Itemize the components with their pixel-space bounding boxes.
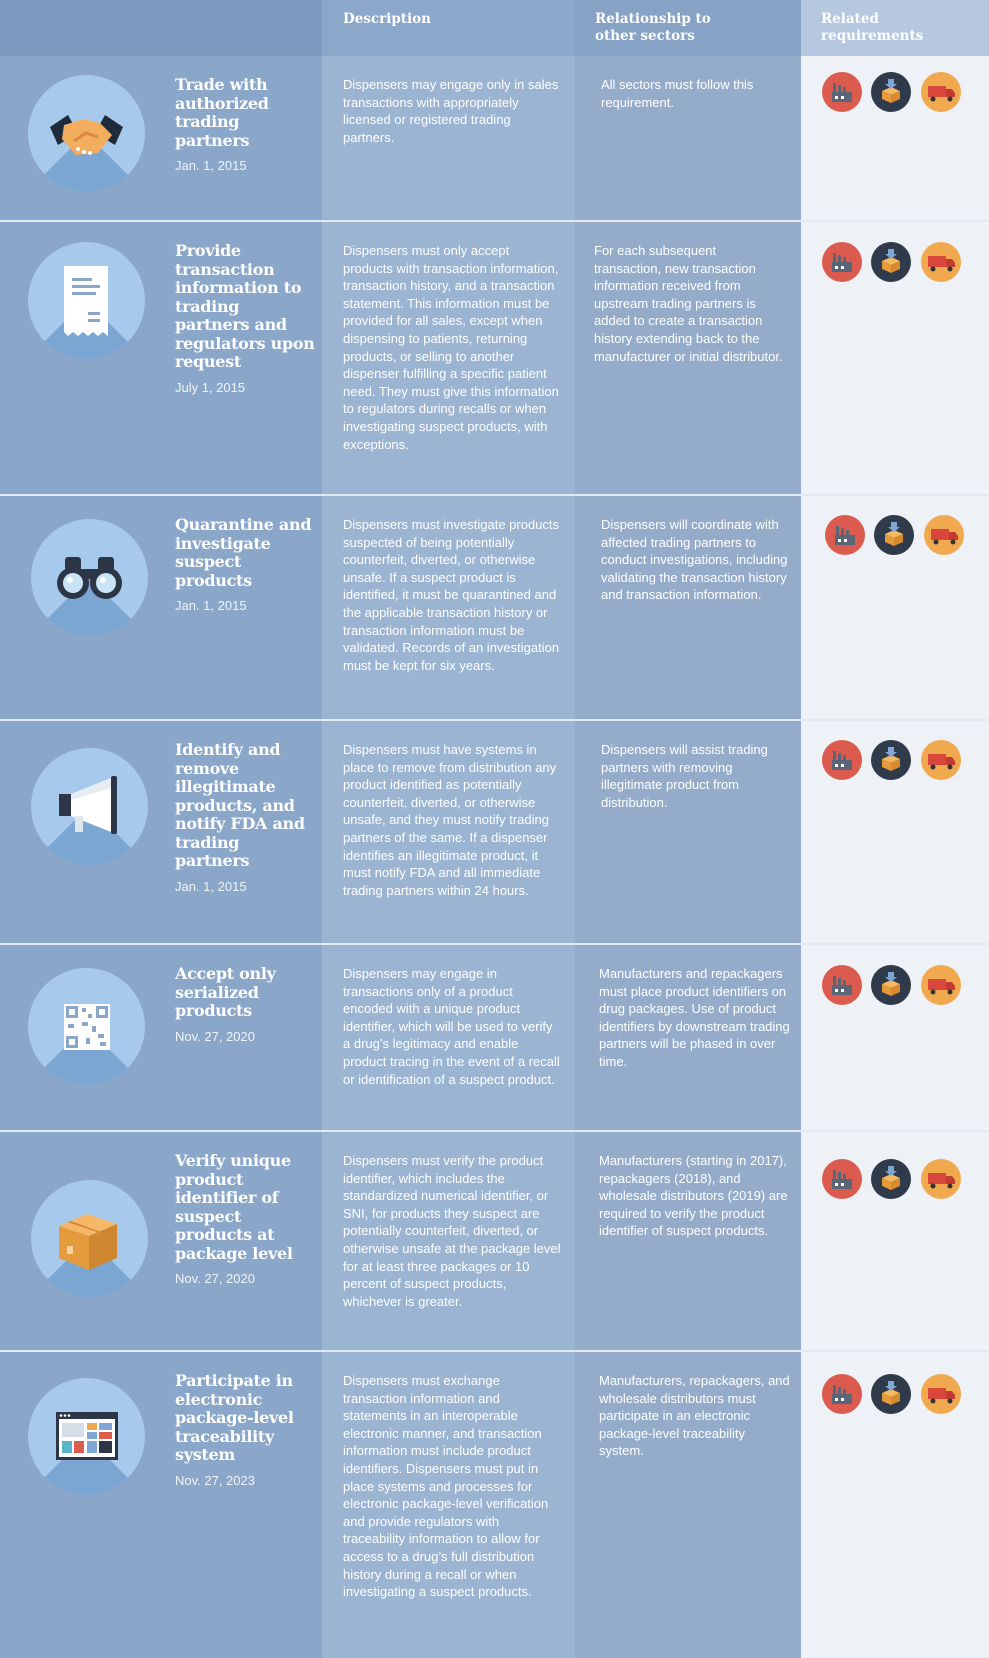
truck-icon	[921, 1374, 961, 1414]
title-text: Accept only serialized products	[175, 964, 276, 1020]
table-row	[0, 222, 989, 494]
description-text: Dispensers must exchange transaction information and statements in an interoperable electronic manner, and transaction information must include product identifiers. Dispensers must put in place systems and processes for electronic package-level verification and provide regulators with traceability information to allow for access to a drug’s full distribution history during a recall or when investigating a suspect products.	[343, 1373, 549, 1600]
related-requirements	[822, 965, 972, 1009]
box-arrow-icon	[871, 1159, 911, 1199]
truck-icon	[921, 1159, 961, 1199]
relationship-text: All sectors must follow this requirement.	[601, 77, 754, 110]
binoculars-icon	[31, 519, 148, 636]
truck-icon	[924, 515, 964, 555]
related-requirements	[825, 515, 975, 559]
description-text: Dispensers must have systems in place to remove from distribution any product identified as potentially counterfeit, diverted, or otherwise unsafe, and they must notify trading partners of the same. If a dispenser identifies an illegitimate product, it must notify FDA and all immediate trading partners within 24 hours.	[343, 742, 557, 898]
relationship-text: Manufacturers (starting in 2017), repackagers (2018), and wholesale distributors (2019) are required to verify the product identifier of suspect products.	[599, 1153, 788, 1239]
related-requirements	[822, 72, 972, 116]
title-text: Quarantine and investigate suspect products	[175, 515, 312, 590]
box-arrow-icon	[871, 740, 911, 780]
factory-icon	[822, 242, 862, 282]
box-arrow-icon	[874, 515, 914, 555]
table-row	[0, 1352, 989, 1658]
header-related-line2: requirements	[821, 28, 924, 44]
header-relationship-line2: other sectors	[595, 28, 695, 44]
handshake-icon	[28, 75, 145, 192]
factory-icon	[822, 1159, 862, 1199]
factory-icon	[822, 965, 862, 1005]
requirement-title	[175, 1152, 315, 1287]
truck-icon	[921, 740, 961, 780]
table-row	[0, 496, 989, 719]
browser-window-icon	[28, 1378, 145, 1495]
description-text: Dispensers may engage only in sales transactions with appropriately licensed or registered trading partners.	[343, 77, 559, 145]
relationship-text: For each subsequent transaction, new transaction information received from upstream trading partners is added to create a transaction history extending back to the manufacturer or initial distributor.	[594, 243, 783, 364]
truck-icon	[921, 965, 961, 1005]
factory-icon	[822, 1374, 862, 1414]
related-requirements	[822, 1374, 972, 1418]
header-relationship-line1: Relationship to	[595, 11, 711, 27]
description-text: Dispensers may engage in transactions only of a product encoded with a unique product identifier, which will be used to verify a drug’s legitimacy and enable product tracing in the event of a recall or identification of a suspect product.	[343, 966, 560, 1087]
header-relationship-cell	[575, 0, 801, 56]
header-relationship	[595, 11, 711, 45]
header-related	[821, 11, 923, 45]
relationship-text: Manufacturers, repackagers, and wholesale distributors must participate in an electronic package-level traceability system.	[599, 1373, 790, 1459]
header-related-line1: Related	[821, 11, 879, 27]
effective-date: Jan. 1, 2015	[175, 598, 247, 613]
header-description: Description	[343, 11, 431, 27]
factory-icon	[822, 72, 862, 112]
table-row	[0, 721, 989, 943]
table-row	[0, 945, 989, 1130]
description-text: Dispensers must only accept products with transaction information, transaction history, and a transaction statement. This information must be provided for all sales, except when dispensing to patients, returning products, or selling to another dispenser fulfilling a specific patient need. They must give this information to regulators during recalls or when investigating suspect products, with exceptions.	[343, 243, 559, 452]
factory-icon	[825, 515, 865, 555]
related-requirements	[822, 740, 972, 784]
receipt-icon	[28, 242, 145, 359]
truck-icon	[921, 72, 961, 112]
box-arrow-icon	[871, 965, 911, 1005]
related-requirements	[822, 1159, 972, 1203]
effective-date: Nov. 27, 2020	[175, 1028, 255, 1044]
box-arrow-icon	[871, 1374, 911, 1414]
related-requirements	[822, 242, 972, 286]
requirement-title	[175, 1372, 315, 1489]
description-text: Dispensers must investigate products suspected of being potentially counterfeit, diverted, or otherwise unsafe. If a suspect product is identified, it must be quarantined and the applicable transaction history or transaction information must be validated. Records of an investigation must be kept for six years.	[343, 517, 560, 673]
requirement-title	[175, 965, 315, 1045]
truck-icon	[921, 242, 961, 282]
relationship-text: Dispensers will assist trading partners with removing illegitimate product from distribution.	[601, 742, 768, 810]
effective-date: Jan. 1, 2015	[175, 878, 247, 894]
title-text: Participate in electronic package-level traceability system	[175, 1371, 294, 1464]
header-related-cell	[801, 0, 989, 56]
header-description-cell	[322, 0, 575, 56]
header-blank-cell	[0, 0, 322, 56]
title-text: Provide transaction information to trading partners and regulators upon request	[175, 241, 315, 371]
factory-icon	[822, 740, 862, 780]
box-arrow-icon	[871, 72, 911, 112]
effective-date: Nov. 27, 2020	[175, 1271, 255, 1286]
requirement-title	[175, 741, 315, 895]
effective-date: July 1, 2015	[175, 379, 246, 395]
relationship-text: Dispensers will coordinate with affected trading partners to conduct investigations, including validating the transaction history and transaction information.	[601, 517, 788, 603]
package-icon	[31, 1180, 148, 1297]
table-header	[0, 0, 989, 56]
table-row	[0, 56, 989, 220]
requirement-title	[175, 516, 315, 614]
title-text: Trade with authorized trading partners	[175, 75, 269, 150]
title-text: Identify and remove illegitimate products, and notify FDA and trading partners	[175, 740, 305, 870]
requirement-title	[175, 76, 315, 174]
description-text: Dispensers must verify the product identifier, which includes the standardized numerical identifier, or SNI, for products they suspect are potentially counterfeit, diverted, or otherwise unsafe at the package level for at least three packages or 10 percent of suspect products, whichever is greater.	[343, 1153, 561, 1309]
megaphone-icon	[31, 748, 148, 865]
box-arrow-icon	[871, 242, 911, 282]
effective-date: Jan. 1, 2015	[175, 158, 247, 173]
qr-code-icon	[28, 968, 145, 1085]
requirement-title	[175, 242, 315, 396]
relationship-text: Manufacturers and repackagers must place product identifiers on drug packages. Use of product identifiers by downstream trading partners will be phased in over time.	[599, 966, 790, 1069]
title-text: Verify unique product identifier of suspect products at package level	[175, 1151, 293, 1263]
table-row	[0, 1132, 989, 1350]
effective-date: Nov. 27, 2023	[175, 1472, 255, 1488]
